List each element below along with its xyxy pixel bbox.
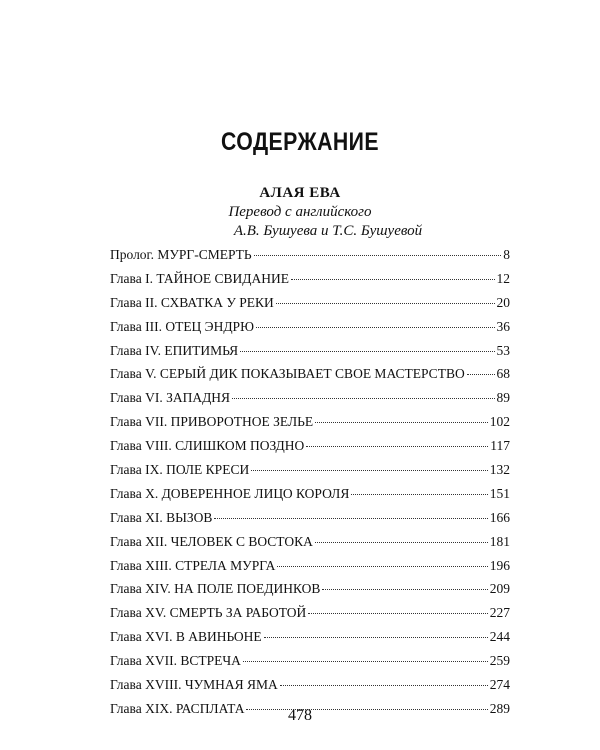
dot-leader — [306, 446, 488, 447]
toc-entry-title: Глава XIV. НА ПОЛЕ ПОЕДИНКОВ — [110, 581, 321, 597]
toc-entry-page: 102 — [489, 414, 510, 430]
dot-leader — [308, 613, 487, 614]
dot-leader — [276, 303, 495, 304]
toc-entry-page: 274 — [489, 677, 510, 693]
dot-leader — [240, 351, 494, 352]
translators: А.В. Бушуева и Т.С. Бушуевой — [233, 223, 423, 239]
toc-entry-page: 8 — [503, 247, 510, 262]
toc-entry-page: 181 — [489, 533, 510, 549]
toc-entry[interactable] — [110, 677, 510, 701]
toc-entry-page: 151 — [489, 485, 510, 501]
toc-entry-title: Глава VIII. СЛИШКОМ ПОЗДНО — [110, 438, 305, 454]
dot-leader — [291, 279, 495, 280]
page-number: 478 — [288, 707, 312, 724]
toc-entry[interactable] — [110, 629, 510, 653]
toc-entry[interactable] — [110, 534, 510, 558]
toc-entry-title: Пролог. МУРГ-СМЕРТЬ — [110, 247, 252, 262]
toc-entry-page: 259 — [489, 653, 510, 669]
toc-entry-title: Глава X. ДОВЕРЕННОЕ ЛИЦО КОРОЛЯ — [110, 485, 350, 501]
toc-entry-page: 36 — [496, 318, 510, 334]
toc-entry-page: 132 — [489, 462, 510, 478]
toc-entry-title: Глава XVII. ВСТРЕЧА — [110, 653, 241, 669]
table-of-contents — [110, 247, 510, 725]
toc-entry[interactable] — [110, 390, 510, 414]
toc-entry-title: Глава VI. ЗАПАДНЯ — [110, 390, 231, 406]
dot-leader — [280, 685, 488, 686]
toc-entry-page: 68 — [496, 366, 510, 382]
dot-leader — [351, 494, 487, 495]
toc-entry[interactable] — [110, 605, 510, 629]
toc-entry[interactable] — [110, 581, 510, 605]
toc-entry-title: Глава XVIII. ЧУМНАЯ ЯМА — [110, 677, 278, 693]
toc-entry-page: 12 — [496, 270, 510, 286]
toc-entry-title: Глава IX. ПОЛЕ КРЕСИ — [110, 462, 250, 478]
book-title: АЛАЯ ЕВА — [259, 185, 341, 201]
toc-entry-page: 289 — [489, 700, 510, 716]
toc-entry-page: 196 — [489, 557, 510, 573]
dot-leader — [256, 327, 495, 328]
toc-entry[interactable] — [110, 462, 510, 486]
toc-entry-title: Глава XIX. РАСПЛАТА — [110, 700, 245, 716]
dot-leader — [251, 470, 488, 471]
dot-leader — [254, 255, 502, 256]
toc-entry[interactable] — [110, 366, 510, 390]
toc-entry-title: Глава I. ТАЙНОЕ СВИДАНИЕ — [110, 270, 289, 286]
toc-entry[interactable] — [110, 319, 510, 343]
toc-entry[interactable] — [110, 438, 510, 462]
dot-leader — [264, 637, 488, 638]
toc-entry-title: Глава XV. СМЕРТЬ ЗА РАБОТОЙ — [110, 605, 307, 621]
dot-leader — [315, 542, 488, 543]
dot-leader — [232, 398, 494, 399]
toc-entry-page: 20 — [496, 294, 510, 310]
toc-entry[interactable] — [110, 247, 510, 271]
dot-leader — [315, 422, 488, 423]
toc-entry-page: 209 — [489, 581, 510, 597]
dot-leader — [243, 661, 488, 662]
page-title: СОДЕРЖАНИЕ — [221, 128, 379, 156]
toc-entry-page: 117 — [490, 438, 510, 454]
dot-leader — [214, 518, 487, 519]
dot-leader — [322, 589, 487, 590]
toc-entry[interactable] — [110, 343, 510, 367]
toc-entry-page: 89 — [496, 390, 510, 406]
toc-entry-title: Глава IV. ЕПИТИМЬЯ — [110, 342, 239, 358]
toc-entry[interactable] — [110, 486, 510, 510]
toc-entry[interactable] — [110, 414, 510, 438]
toc-entry-title: Глава XII. ЧЕЛОВЕК С ВОСТОКА — [110, 533, 313, 549]
toc-entry-page: 53 — [496, 342, 510, 358]
toc-entry-page: 166 — [489, 509, 510, 525]
toc-entry-title: Глава XIII. СТРЕЛА МУРГА — [110, 557, 276, 573]
dot-leader — [277, 566, 487, 567]
toc-entry[interactable] — [110, 653, 510, 677]
toc-entry-title: Глава VII. ПРИВОРОТНОЕ ЗЕЛЬЕ — [110, 414, 314, 430]
translation-note: Перевод с английского — [228, 204, 372, 220]
toc-entry-title: Глава III. ОТЕЦ ЭНДРЮ — [110, 318, 254, 334]
toc-entry-page: 244 — [489, 629, 510, 645]
toc-entry-title: Глава XI. ВЫЗОВ — [110, 509, 213, 525]
toc-entry[interactable] — [110, 558, 510, 582]
toc-entry[interactable] — [110, 510, 510, 534]
toc-entry-title: Глава XVI. В АВИНЬОНЕ — [110, 629, 262, 645]
toc-entry-title: Глава II. СХВАТКА У РЕКИ — [110, 294, 274, 310]
toc-entry-title: Глава V. СЕРЫЙ ДИК ПОКАЗЫВАЕТ СВОЕ МАСТЕРСТВО — [110, 366, 465, 382]
toc-entry[interactable] — [110, 295, 510, 319]
toc-entry[interactable] — [110, 271, 510, 295]
dot-leader — [467, 374, 495, 375]
toc-entry-page: 227 — [489, 605, 510, 621]
